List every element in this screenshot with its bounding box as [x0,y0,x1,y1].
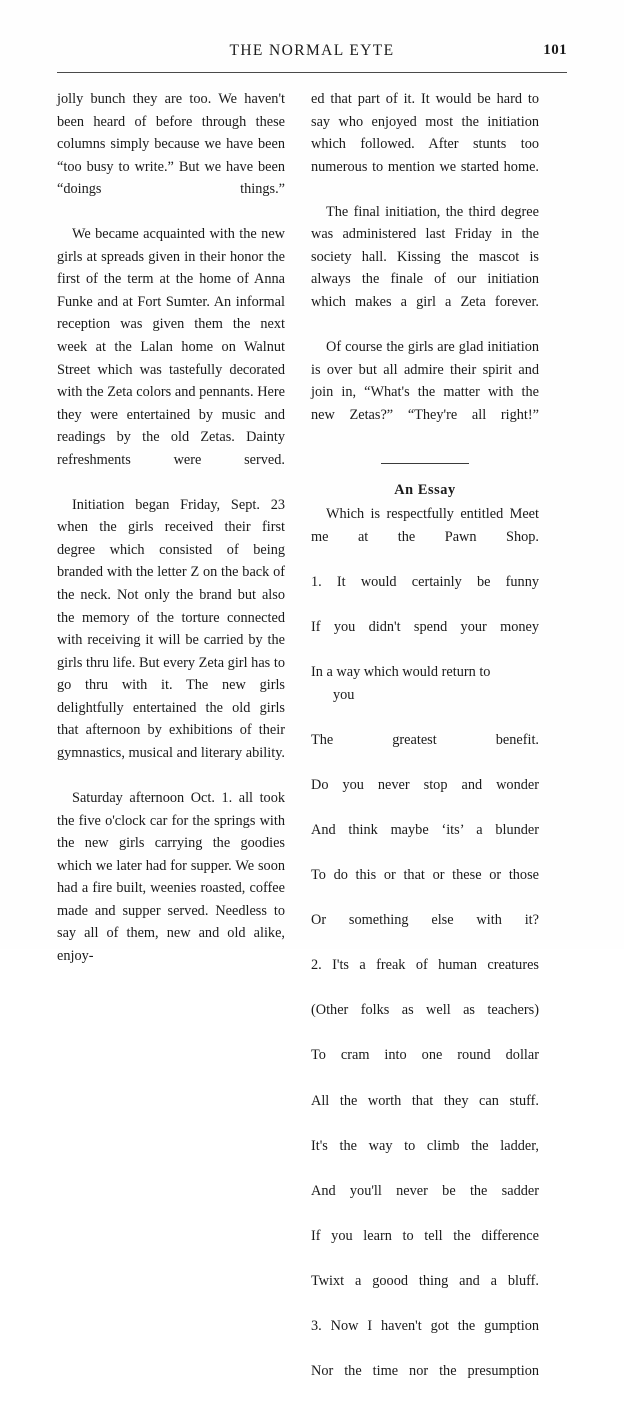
verse-line: 3. Now I haven't got the gumption [311,1317,539,1334]
verse-line: If you learn to tell the difference [311,1227,539,1244]
body-paragraph: Initiation began Friday, Sept. 23 when the girls received their first degree which consisted of being branded with the letter Z on the back of the neck. Not only the brand but also the memory of the torture connected with receiving it will be carried by the girls thru life. But every Zeta girl has to go thru with it. The new girls delightfully entertained the old girls that afternoon by exhibitions of their gymnastics, musical and literary ability. [57,496,285,761]
body-paragraph: jolly bunch they are too. We haven't been heard of before through these columns simply because we have been “too busy to write.” But we have been “doings things.” [57,91,285,198]
verse-line: 1. It would certainly be funny [311,573,539,590]
verse-line: The greatest benefit. [311,731,539,748]
body-paragraph: Saturday afternoon Oct. 1. all took the five o'clock car for the springs with the new girls carrying the goodies which we later had for supper. We soon had a fire built, weenies roasted, coffee made and supper served. Needless to say all of them, new and old alike, enjoy- [57,789,285,964]
verse-line: And you'll never be the sadder [311,1182,539,1199]
publication-title: THE NORMAL EYTE [229,42,395,59]
verse-line: Twixt a goood thing and a bluff. [311,1272,539,1289]
verse-line: you [333,686,355,703]
essay-heading: An Essay [394,481,456,498]
body-paragraph: The final initiation, the third degree was administered last Friday in the society hall. Kissing the mascot is always the finale of our initiation which makes a girl a Zeta forever. [311,203,539,310]
divider-rule [381,463,469,464]
body-paragraph: We became acquainted with the new girls at spreads given in their honor the first of the term at the home of Anna Funke and at Fort Sumter. An informal reception was given them the next week at the Lalan home on Walnut Street which was tastefully decorated with the Zeta colors and pennants. Here they were entertained by music and readings by the old Zetas. Dainty refreshments were served. [57,226,285,468]
verse-line: If you didn't spend your money [311,619,539,636]
article-body [57,88,567,1380]
header-divider [57,72,567,73]
verse-line: And think maybe ‘its’ a blunder [311,821,539,838]
verse-line: It's the way to climb the ladder, [311,1137,539,1154]
body-paragraph: Of course the girls are glad initiation is over but all admire their spirit and join in, “What's the matter with the new Zetas?” “They're all right!” [311,339,539,423]
page-number: 101 [543,42,567,58]
right-column [311,88,539,1405]
verse-line: In a way which would return to [311,664,491,681]
verse-line: Nor the time nor the presumption [311,1363,539,1380]
verse-line: Or something else with it? [311,912,539,929]
section-divider [311,449,539,479]
running-head [57,42,567,72]
verse-line: (Other folks as well as teachers) [311,1002,539,1019]
body-paragraph: ed that part of it. It would be hard to say who enjoyed most the initiation which followed. After stunts too numerous to mention we started home. [311,91,539,175]
verse-line: To do this or that or these or those [311,867,539,884]
verse-line: All the worth that they can stuff. [311,1092,539,1109]
verse-line: 2. I'ts a freak of human creatures [311,957,539,974]
essay-lead-in: Which is respectfully entitled Meet me at the Pawn Shop. [311,506,539,545]
verse-line: Do you never stop and wonder [311,776,539,793]
verse-line: To cram into one round dollar [311,1047,539,1064]
left-column [57,88,285,990]
